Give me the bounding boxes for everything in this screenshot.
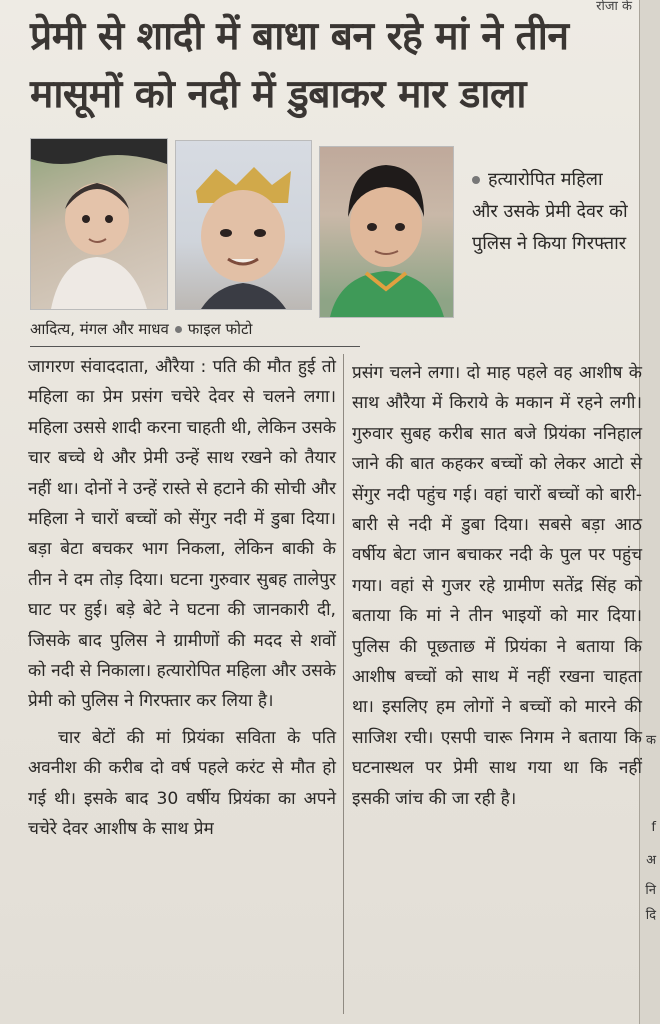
adjacent-page-edge: [639, 0, 660, 1024]
bullet-icon: [175, 326, 182, 333]
photo-boy-madhav: [319, 146, 454, 318]
edge-fragment: दि: [645, 908, 656, 923]
column-divider: [343, 354, 344, 1014]
photo-boy-aditya: [30, 138, 168, 310]
top-edge-fragment: रोजा के: [596, 0, 632, 14]
bullet-icon: [472, 176, 480, 184]
article-paragraph: प्रसंग चलने लगा। दो माह पहले वह आशीष के साथ औरैया में किराये के मकान में रहने लगी। गुरुवार सुबह करीब सात बजे प्रियंका ननिहाल जाने की बात कहकर बच्चों को लेकर आटो से सेंगुर नदी पहुंच गई। वहां चारों बच्चों को बारी-बारी से नदी में डुबा दिया। सबसे बड़ा आठ वर्षीय बेटा जान बचाकर नदी के पुल पर पहुंच गया। वहां से गुजर रहे ग्रामीण सतेंद्र सिंह को बताया कि मां ने तीन भाइयों को मार दिया। पुलिस की पूछताछ में प्रियंका ने बताया कि आशीष बच्चों को साथ में नहीं रखना चाहता था। इसलिए हम लोगों ने बच्चों को मारने की साजिश रची। एसपी चारू निगम ने बताया कि घटनास्थल पर प्रेमी साथ गया था कि नहीं इसकी जांच की जा रही है।: [352, 363, 642, 809]
photo-caption-credit: फाइल फोटो: [187, 320, 253, 338]
edge-fragment: अ: [646, 853, 656, 868]
article-column-1: [28, 352, 336, 845]
article-paragraph: चार बेटों की मां प्रियंका सविता के पति अवनीश की करीब दो वर्ष पहले करंट से मौत हो गई थी। इसके बाद 30 वर्षीय प्रियंका का अपने चचेरे देवर आशीष के साथ प्रेम: [28, 727, 336, 840]
edge-fragment: नि: [645, 883, 656, 898]
side-caption: [472, 164, 632, 260]
article-paragraph: जागरण संवाददाता, औरैया : पति की मौत हुई तो महिला का प्रेम प्रसंग चचेरे देवर से चलने लगा। महिला उससे शादी करना चाहती थी, लेकिन उसके चार बच्चे थे और प्रेमी उन्हें साथ रखने को तैयार नहीं था। दोनों ने उन्हें रास्ते से हटाने की सोची और महिला ने चारों बच्चों को सेंगुर नदी में डुबा दिया। बड़ा बेटा बचकर भाग निकला, लेकिन बाकी के तीन ने दम तोड़ दिया। घटना गुरुवार सुबह तालेपुर घाट पर हुई। बड़े बेटे ने घटना की जानकारी दी, जिसके बाद पुलिस ने ग्रामीणों की मदद से शवों को नदी से निकाला। हत्यारोपित महिला और उसके प्रेमी को पुलिस ने गिरफ्तार कर लिया है।: [28, 357, 336, 712]
caption-divider: [30, 346, 360, 347]
photo-caption-names: आदित्य, मंगल और माधव: [30, 320, 169, 338]
edge-fragment: क: [646, 733, 656, 748]
edge-fragment: f: [651, 820, 656, 835]
article-column-2: [352, 358, 642, 814]
photo-caption: [30, 318, 360, 340]
photo-boy-mangal: [175, 140, 312, 310]
headline: प्रेमी से शादी में बाधा बन रहे मां ने तीन मासूमों को नदी में डुबाकर मार डाला: [30, 14, 569, 117]
side-caption-text: हत्यारोपित महिला और उसके प्रेमी देवर को पुलिस ने किया गिरफ्तार: [472, 169, 628, 254]
